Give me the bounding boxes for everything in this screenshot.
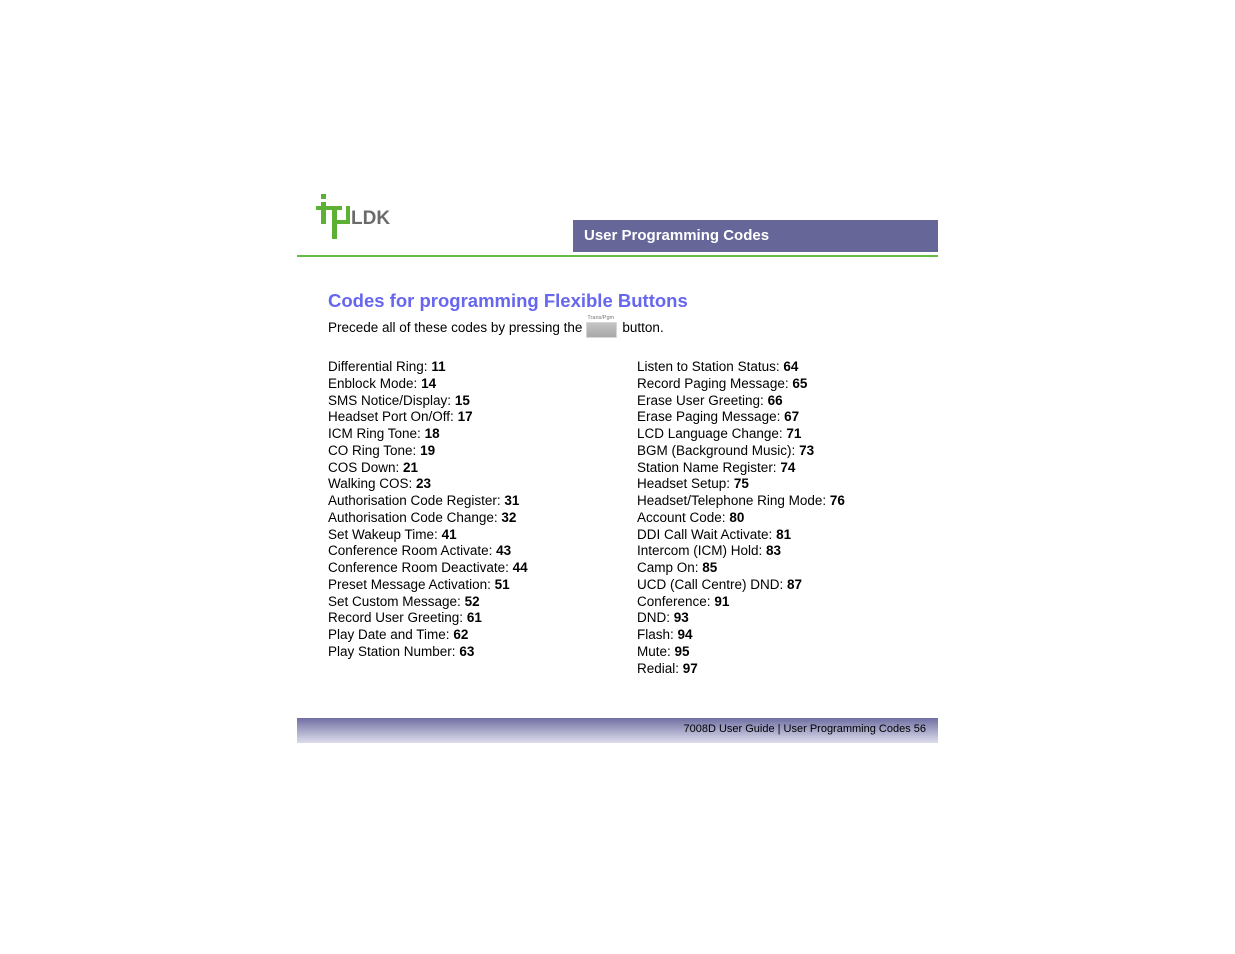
code-list-item <box>328 393 528 410</box>
code-value: 64 <box>783 359 799 374</box>
code-list-item <box>637 476 845 493</box>
code-label: Set Wakeup Time: <box>328 526 438 542</box>
code-value: 32 <box>501 509 517 525</box>
section-title-bar <box>573 220 938 252</box>
code-value: 66 <box>767 392 783 408</box>
code-label: Station Name Register: <box>637 459 777 475</box>
code-label: Walking COS: <box>328 476 413 492</box>
code-value: 93 <box>673 610 689 626</box>
code-list-item <box>328 359 528 376</box>
code-label: Listen to Station Status: <box>637 359 780 374</box>
code-list-item <box>328 493 528 510</box>
code-value: 94 <box>677 627 693 642</box>
header-divider <box>297 255 938 257</box>
code-value: 14 <box>421 375 437 391</box>
code-list-item <box>328 610 528 627</box>
code-label: Erase Paging Message: <box>637 409 781 425</box>
code-list-item <box>637 661 845 678</box>
code-value: 87 <box>787 576 803 592</box>
code-value: 76 <box>829 493 845 508</box>
code-label: BGM (Background Music): <box>637 442 796 458</box>
code-value: 73 <box>799 442 815 458</box>
code-value: 81 <box>776 526 792 542</box>
code-value: 21 <box>403 459 419 475</box>
code-list-item <box>328 510 528 527</box>
code-list-item <box>328 543 528 560</box>
code-value: 75 <box>733 476 749 492</box>
code-list-item <box>637 627 845 644</box>
code-label: CO Ring Tone: <box>328 442 417 458</box>
code-list-item <box>637 610 845 627</box>
code-list-item <box>637 510 845 527</box>
code-value: 95 <box>674 643 690 659</box>
code-value: 85 <box>702 560 718 575</box>
code-value: 97 <box>682 660 698 676</box>
code-label: Preset Message Activation: <box>328 576 491 592</box>
key-face <box>586 322 617 338</box>
code-value: 63 <box>459 643 475 659</box>
code-label: SMS Notice/Display: <box>328 392 452 408</box>
code-list-item <box>328 460 528 477</box>
code-list-item <box>637 543 845 560</box>
code-label: Conference Room Deactivate: <box>328 560 509 575</box>
code-label: Mute: <box>637 643 671 659</box>
code-label: Headset Setup: <box>637 476 731 492</box>
section-title: User Programming Codes <box>584 227 770 244</box>
code-value: 52 <box>464 593 480 609</box>
code-list-item <box>328 560 528 577</box>
code-value: 83 <box>766 543 782 559</box>
code-list-item <box>328 476 528 493</box>
code-label: Play Date and Time: <box>328 627 450 642</box>
code-value: 67 <box>784 409 800 425</box>
code-list-item <box>637 409 845 426</box>
code-label: Conference: <box>637 593 711 609</box>
code-list-item <box>328 376 528 393</box>
code-label: Authorisation Code Register: <box>328 493 501 508</box>
code-value: 11 <box>431 359 446 374</box>
code-list-item <box>637 426 845 443</box>
code-list-item <box>328 527 528 544</box>
code-label: Headset Port On/Off: <box>328 409 454 425</box>
code-value: 51 <box>494 576 510 592</box>
code-list-item <box>637 577 845 594</box>
code-value: 44 <box>512 560 528 575</box>
code-value: 19 <box>420 442 436 458</box>
code-list-item <box>637 594 845 611</box>
code-list-item <box>328 594 528 611</box>
intro-text-before: Precede all of these codes by pressing the <box>328 319 583 335</box>
code-label: Headset/Telephone Ring Mode: <box>637 493 827 508</box>
footer-bar <box>297 718 938 743</box>
code-value: 15 <box>454 392 470 408</box>
code-label: DND: <box>637 610 670 626</box>
code-label: Differential Ring: <box>328 359 428 374</box>
code-value: 41 <box>441 526 457 542</box>
code-list-item <box>637 493 845 510</box>
code-value: 65 <box>792 375 808 391</box>
code-label: Camp On: <box>637 560 699 575</box>
code-list-item <box>637 460 845 477</box>
code-list-item <box>637 376 845 393</box>
code-label: Account Code: <box>637 509 726 525</box>
code-label: Authorisation Code Change: <box>328 509 498 525</box>
code-list-item <box>637 560 845 577</box>
code-value: 91 <box>714 593 730 609</box>
code-value: 62 <box>453 627 469 642</box>
code-label: Record Paging Message: <box>637 375 789 391</box>
code-label: Record User Greeting: <box>328 610 464 626</box>
codes-list-right <box>637 359 845 677</box>
code-list-item <box>637 443 845 460</box>
code-label: COS Down: <box>328 459 400 475</box>
code-label: Conference Room Activate: <box>328 543 493 559</box>
code-value: 31 <box>504 493 520 508</box>
trans-pgm-key-label: Trans/Pgm <box>587 315 615 321</box>
ipldk-logo <box>316 194 406 242</box>
code-value: 80 <box>729 509 745 525</box>
code-list-item <box>328 627 528 644</box>
codes-list-left <box>328 359 528 661</box>
code-label: LCD Language Change: <box>637 426 783 441</box>
trans-pgm-key-icon <box>586 315 618 339</box>
code-value: 71 <box>786 426 802 441</box>
code-value: 23 <box>416 476 432 492</box>
footer-text: 7008D User Guide | User Programming Codes 56 <box>683 723 926 735</box>
code-label: Intercom (ICM) Hold: <box>637 543 763 559</box>
code-list-item <box>328 426 528 443</box>
code-value: 18 <box>424 426 440 441</box>
intro-text-after: button. <box>622 319 664 335</box>
code-label: ICM Ring Tone: <box>328 426 421 441</box>
code-list-item <box>328 577 528 594</box>
code-value: 74 <box>780 459 796 475</box>
code-value: 61 <box>466 610 482 626</box>
page-heading: Codes for programming Flexible Buttons <box>328 290 688 311</box>
code-label: Play Station Number: <box>328 643 456 659</box>
code-list-item <box>637 527 845 544</box>
code-list-item <box>637 644 845 661</box>
code-label: UCD (Call Centre) DND: <box>637 576 784 592</box>
ipldk-logo-icon <box>316 194 406 242</box>
code-label: Redial: <box>637 660 680 676</box>
code-list-item <box>328 644 528 661</box>
code-list-item <box>328 409 528 426</box>
code-list-item <box>637 359 845 376</box>
code-list-item <box>637 393 845 410</box>
logo-text: LDK <box>351 208 391 229</box>
code-label: Erase User Greeting: <box>637 392 764 408</box>
intro-line <box>328 315 664 339</box>
code-label: Flash: <box>637 627 674 642</box>
code-value: 43 <box>496 543 512 559</box>
code-list-item <box>328 443 528 460</box>
code-label: Enblock Mode: <box>328 375 418 391</box>
code-label: DDI Call Wait Activate: <box>637 526 773 542</box>
code-label: Set Custom Message: <box>328 593 461 609</box>
code-value: 17 <box>457 409 473 425</box>
